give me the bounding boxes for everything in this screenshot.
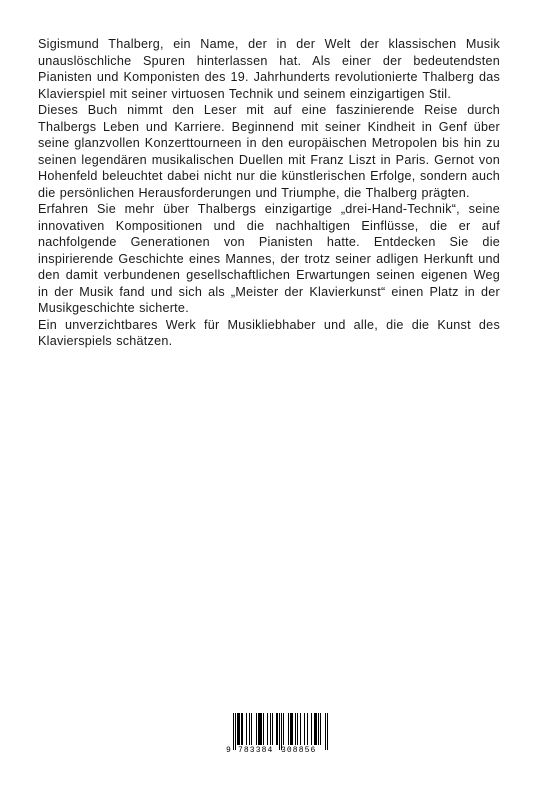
- barcode-bar: [315, 713, 316, 745]
- barcode-bar: [238, 713, 239, 745]
- barcode-bar: [259, 713, 260, 745]
- back-cover-blurb: [38, 36, 500, 350]
- isbn-left-group: 783384: [238, 746, 274, 755]
- barcode-bar: [297, 713, 298, 745]
- barcode-bar: [270, 713, 271, 745]
- barcode-bar: [251, 713, 252, 745]
- barcode-bar: [267, 713, 268, 745]
- blurb-paragraph-1: Sigismund Thalberg, ein Name, der in der Welt der klassischen Musik unauslöschliche Spuren hinterlassen hat. Als einer der bedeutendsten Pianisten und Komponisten des 19. Jahrhunderts revolutionierte Thalberg das Klavierspiel mit seiner virtuosen Technik und seinem einzigartigen Stil.: [38, 37, 500, 101]
- barcode-bar: [237, 713, 238, 745]
- barcode-bar: [246, 713, 247, 745]
- barcode-bar: [277, 713, 278, 745]
- barcode-bar: [316, 713, 317, 745]
- barcode-bar: [292, 713, 293, 745]
- barcode-bar: [276, 713, 277, 745]
- blurb-paragraph-3: Erfahren Sie mehr über Thalbergs einzigartige „drei-Hand-Technik“, seine innovativen Kompositionen und die nachhaltigen Einflüsse, die er auf nachfolgende Generationen von Pianisten hatte. Entdecken Sie die inspirierende Geschichte eines Mannes, der trotz seiner adligen Herkunft und den damit verbundenen gesellschaftlichen Erwartungen seinen eigenen Weg in der Musik fand und sich als „Meister der Klavierkunst“ einen Platz in der Musikgeschichte sicherte.: [38, 202, 500, 315]
- barcode-bar: [304, 713, 305, 745]
- barcode-bar: [295, 713, 296, 745]
- barcode-bar: [311, 713, 312, 745]
- isbn-first-digit: 9: [226, 746, 231, 755]
- barcode-bar: [272, 713, 273, 745]
- barcode-bar: [290, 713, 291, 745]
- barcode-bar: [239, 713, 240, 745]
- barcode-bar: [288, 713, 289, 745]
- barcode-bar: [261, 713, 262, 745]
- barcode-bar: [283, 713, 284, 745]
- barcode-bar: [263, 713, 264, 745]
- blurb-paragraph-2: Dieses Buch nimmt den Leser mit auf eine faszinierende Reise durch Thalbergs Leben und Karriere. Beginnend mit seiner Kindheit in Genf über seine glanzvollen Konzerttourneen in den europäischen Metropolen bis hin zu seinen legendären musikalischen Duellen mit Franz Liszt in Paris. Gernot von Hohenfeld beleuchtet dabei nicht nur die künstlerischen Erfolge, sondern auch die persönlichen Herausforderungen und Triumphe, die Thalberg prägten.: [38, 103, 500, 200]
- isbn-right-group: 308856: [281, 746, 317, 755]
- barcode-bar: [307, 713, 308, 745]
- barcode-bar: [300, 713, 301, 745]
- barcode-bar: [318, 713, 319, 745]
- barcode-bar: [241, 713, 242, 745]
- barcode-bar: [314, 713, 315, 745]
- isbn-barcode: [225, 711, 329, 758]
- barcode-bar: [260, 713, 261, 745]
- barcode-bar: [320, 713, 321, 745]
- barcode-bar: [258, 713, 259, 745]
- barcode-bar: [249, 713, 250, 745]
- barcode-bar: [242, 713, 243, 745]
- barcode-bar: [256, 713, 257, 745]
- isbn-number: [225, 745, 329, 756]
- barcode-bar: [291, 713, 292, 745]
- blurb-paragraph-4: Ein unverzichtbares Werk für Musikliebhaber und alle, die die Kunst des Klavierspiels schätzen.: [38, 317, 500, 348]
